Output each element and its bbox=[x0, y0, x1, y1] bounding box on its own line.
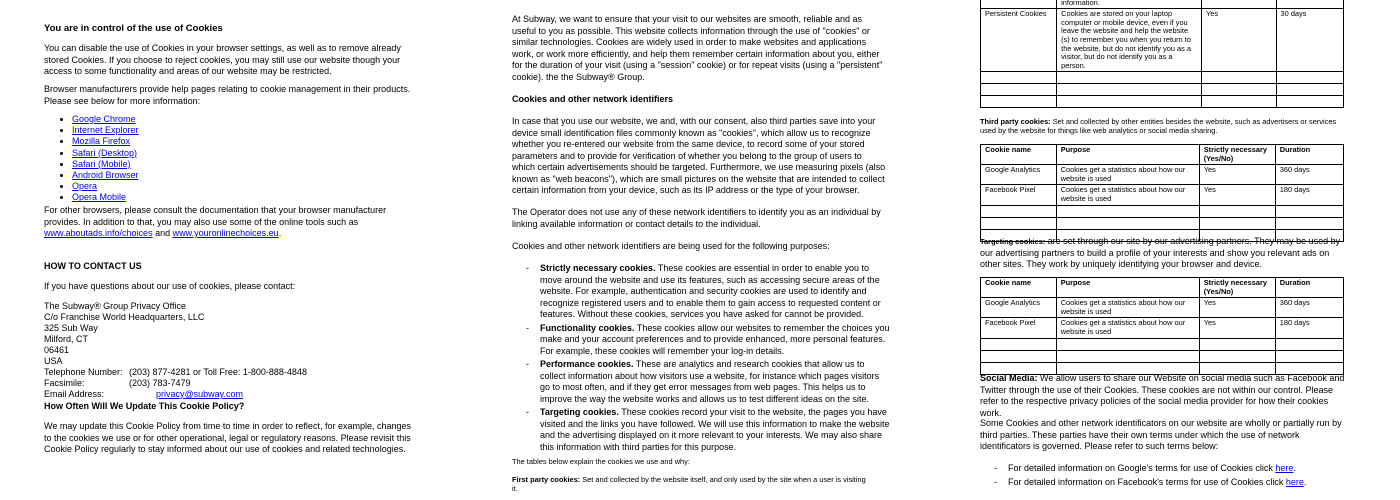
table-row bbox=[981, 165, 1344, 185]
purpose-text: These cookies allow our websites to remember the choices you make and your account preferences and to provide enhanced, more personal features. For example, these cookies will remember your log-in details. bbox=[540, 322, 890, 356]
address-line: Milford, CT bbox=[44, 334, 89, 344]
identifiers-heading: Cookies and other network identifiers bbox=[512, 94, 674, 104]
table-cell-necessary bbox=[1202, 0, 1277, 9]
table-cell-name bbox=[981, 350, 1057, 362]
table-cell-duration bbox=[1276, 72, 1343, 84]
column-header: Purpose bbox=[1056, 145, 1199, 165]
identifiers-paragraph-2: The Operator does not use any of these network identifiers to identify you as an individual by linking available information or contact details to the individual. bbox=[512, 207, 881, 229]
network-identifiers-paragraph: Some Cookies and other network identificators on our website are wholly or partially run by third parties. These parties have their own terms under which the use of network identificators is governed. Please refer to such terms below: bbox=[980, 418, 1342, 451]
other-browsers-text: For other browsers, please consult the documentation that your browser manufacturer provides. In addition to that, you may also use some of the online tools such as bbox=[44, 205, 387, 227]
table-cell-purpose: Cookies get a statistics about how our website is used bbox=[1056, 165, 1199, 185]
table-cell-purpose: Cookies get a statistics about how our website is used bbox=[1056, 185, 1199, 205]
table-row bbox=[981, 350, 1344, 362]
address-line: C/o Franchise World Headquarters, LLC bbox=[44, 312, 205, 322]
purpose-item bbox=[512, 359, 890, 405]
table-cell-necessary bbox=[1199, 350, 1275, 362]
third-party-paragraph bbox=[980, 117, 1346, 135]
phone-row bbox=[44, 367, 307, 378]
browser-link[interactable]: Internet Explorer bbox=[72, 125, 139, 136]
purpose-item bbox=[512, 323, 890, 358]
purposes-intro: Cookies and other network identifiers are being used for the following purposes: bbox=[512, 241, 830, 251]
purpose-item bbox=[512, 407, 890, 453]
table-cell-duration bbox=[1275, 205, 1343, 217]
contact-heading: HOW TO CONTACT US bbox=[44, 261, 142, 271]
table-cell-purpose: Cookies are stored on your laptop computer or mobile device, even if you leave the website and help the website (s) to remember you when you return to the website, but do not identify you as a visitor, but do not identify you as a person. bbox=[1057, 9, 1202, 72]
address-line: USA bbox=[44, 356, 63, 366]
first-party-paragraph bbox=[512, 475, 872, 493]
other-browsers-paragraph bbox=[44, 205, 416, 240]
terms-item bbox=[980, 477, 1352, 489]
table-header-row bbox=[981, 278, 1344, 298]
table-cell-duration: 180 days bbox=[1275, 185, 1343, 205]
first-party-label: First party cookies: bbox=[512, 475, 581, 484]
social-media-label: Social Media: bbox=[980, 373, 1038, 383]
email-label: Email Address: bbox=[44, 389, 105, 399]
youronlinechoices-link[interactable]: www.youronlinechoices.eu bbox=[172, 228, 279, 238]
table-cell-name bbox=[981, 84, 1057, 96]
table-cell-duration bbox=[1276, 0, 1343, 9]
third-party-text: Set and collected by other entities besides the website, such as advertisers or services used by the website for things like web analytics or social media sharing. bbox=[980, 117, 1337, 135]
table-cell-duration bbox=[1275, 350, 1343, 362]
table-cell-necessary bbox=[1199, 217, 1275, 229]
purpose-text: These cookies record your visit to the website, the pages you have visited and the links you have followed. We will use this information to make the website and the advertising displayed on it more relevant to your interests. We may also share this information with third parties for this purpose. bbox=[540, 407, 890, 452]
table-cell-necessary: Yes bbox=[1202, 9, 1277, 72]
control-paragraph-2: Browser manufacturers provide help pages relating to cookie management in their products. Please see below for more information: bbox=[44, 84, 411, 106]
terms-item bbox=[980, 463, 1352, 475]
identifiers-paragraph-1: In case that you use our website, we and, with our consent, also third parties save into your device small identification files commonly known as "cookies", which allow us to recognize whether you re-entered our website from the same device, to record some of your stored parameters and to provide for verification of whether you belong to the group of users to which certain advertisements should be targeted. Furthermore, we use measuring pixels (also known as "web beacons"), which are small pictures on the website that are intended to collect certain information from your device, such as its IP address or the type of your browser. bbox=[512, 116, 886, 195]
table-cell-necessary bbox=[1202, 72, 1277, 84]
browser-link[interactable]: Opera Mobile bbox=[72, 192, 127, 203]
control-paragraph-1: You can disable the use of Cookies in your browser settings, as well as to remove already stored Cookies. If you choose to reject cookies, you may still use our website though your access to some functionality and areas of our website may be restricted. bbox=[44, 43, 401, 76]
table-cell-purpose bbox=[1057, 84, 1202, 96]
table-cell-necessary bbox=[1199, 205, 1275, 217]
terms-here-link[interactable]: here bbox=[1275, 463, 1294, 473]
first-party-cookie-table bbox=[980, 0, 1344, 108]
targeting-paragraph bbox=[980, 236, 1352, 271]
email-link[interactable]: privacy@subway.com bbox=[156, 389, 243, 399]
purpose-title: Targeting cookies. bbox=[540, 407, 619, 417]
browser-link[interactable]: Mozilla Firefox bbox=[72, 136, 131, 147]
address-line: The Subway® Group Privacy Office bbox=[44, 301, 187, 311]
first-party-text: Set and collected by the website itself, and only used by the site when a user is visiting it. bbox=[512, 475, 866, 493]
terms-list bbox=[980, 463, 1352, 490]
table-row bbox=[981, 298, 1344, 318]
table-cell-purpose bbox=[1056, 205, 1199, 217]
purpose-text: These cookies are essential in order to enable you to move around the website and use its features, such as accessing secure areas of the website. For example, authentication and security cookies are used to identify and recognize registered users and to enable them to gain access to requested content or features. Without these cookies, services you have asked for cannot be provided. bbox=[540, 263, 881, 319]
table-row bbox=[981, 0, 1344, 9]
browser-list-item bbox=[72, 148, 139, 159]
social-media-paragraph bbox=[980, 373, 1348, 419]
purpose-list bbox=[512, 263, 890, 455]
table-cell-purpose bbox=[1057, 72, 1202, 84]
browser-link[interactable]: Android Browser bbox=[72, 170, 139, 181]
third-party-label: Third party cookies: bbox=[980, 117, 1051, 126]
address-line: 06461 bbox=[44, 345, 70, 355]
fax-value: (203) 783-7479 bbox=[129, 378, 191, 388]
table-row bbox=[981, 205, 1344, 217]
table-row bbox=[981, 84, 1344, 96]
contact-intro: If you have questions about our use of cookies, please contact: bbox=[44, 281, 296, 291]
browser-list-item bbox=[72, 192, 139, 203]
terms-end: . bbox=[1293, 463, 1296, 473]
table-cell-purpose: Cookies get a statistics about how our website is used bbox=[1056, 318, 1199, 338]
table-cell-name: Facebook Pixel bbox=[981, 185, 1057, 205]
table-cell-name bbox=[981, 205, 1057, 217]
control-heading: You are in control of the use of Cookies bbox=[44, 23, 223, 34]
targeting-text: are set through our site by our advertising partners. They may be used by our advertising partners to build a profile of your interests and show you relevant ads on other sites. They work by uniquely identifying your browser and device. bbox=[980, 236, 1341, 269]
table-cell-necessary bbox=[1202, 84, 1277, 96]
browser-list-item bbox=[72, 159, 139, 170]
browser-list-item bbox=[72, 181, 139, 192]
purpose-item bbox=[512, 263, 890, 321]
fax-row bbox=[44, 378, 307, 389]
column-header: Strictly necessary (Yes/No) bbox=[1199, 278, 1275, 298]
table-header-row bbox=[981, 145, 1344, 165]
terms-here-link[interactable]: here bbox=[1285, 476, 1304, 487]
table-row bbox=[981, 185, 1344, 205]
targeting-label: Targeting cookies: bbox=[980, 237, 1046, 246]
browser-link[interactable]: Google Chrome bbox=[72, 114, 136, 124]
table-cell-purpose bbox=[1056, 350, 1199, 362]
table-cell-duration: 360 days bbox=[1275, 165, 1343, 185]
social-media-text: We allow users to share our Website on social media such as Facebook and Twitter through the use of their Cookies. These cookies are not within our control. Please refer to the respective privacy policies of the social media provider for how their cookies work. bbox=[980, 373, 1345, 418]
terms-text: For detailed information on Facebook's terms for use of Cookies click bbox=[1008, 476, 1286, 487]
browser-list-item bbox=[72, 170, 139, 181]
browser-list bbox=[44, 114, 139, 204]
table-cell-name: Persistent Cookies bbox=[981, 9, 1057, 72]
browser-link[interactable]: Opera bbox=[72, 181, 98, 192]
aboutads-link[interactable]: www.aboutads.info/choices bbox=[44, 228, 153, 238]
purpose-title: Strictly necessary cookies. bbox=[540, 263, 656, 273]
period: . bbox=[278, 228, 282, 238]
browser-link[interactable]: Safari (Mobile) bbox=[72, 158, 131, 169]
update-heading: How Often Will We Update This Cookie Policy? bbox=[44, 401, 245, 411]
email-row bbox=[44, 389, 307, 400]
table-row bbox=[981, 96, 1344, 108]
table-cell-duration: 360 days bbox=[1275, 298, 1343, 318]
phone-value: (203) 877-4281 or Toll Free: 1-800-888-4848 bbox=[129, 367, 307, 377]
column-header: Cookie name bbox=[981, 278, 1057, 298]
table-row bbox=[981, 72, 1344, 84]
table-cell-necessary: Yes bbox=[1199, 165, 1275, 185]
table-cell-name bbox=[981, 217, 1057, 229]
address-line: 325 Sub Way bbox=[44, 323, 98, 333]
purpose-title: Functionality cookies. bbox=[540, 322, 635, 333]
column-header: Strictly necessary (Yes/No) bbox=[1199, 145, 1275, 165]
table-row bbox=[981, 338, 1344, 350]
purpose-title: Performance cookies. bbox=[540, 359, 634, 369]
table-cell-duration: 180 days bbox=[1275, 318, 1343, 338]
table-cell-necessary: Yes bbox=[1199, 318, 1275, 338]
table-cell-duration bbox=[1276, 84, 1343, 96]
column-header: Duration bbox=[1275, 145, 1343, 165]
table-cell-duration bbox=[1275, 338, 1343, 350]
table-cell-necessary bbox=[1199, 338, 1275, 350]
table-cell-name: Google Analytics bbox=[981, 298, 1057, 318]
browser-list-item bbox=[72, 136, 139, 147]
update-paragraph: We may update this Cookie Policy from time to time in order to reflect, for example, changes to the cookies we use or for other operational, legal or regulatory reasons. Please revisit this Cookie Policy regularly to stay informed about our use of cookies and related technologies. bbox=[44, 421, 411, 454]
table-cell-duration: 30 days bbox=[1276, 9, 1343, 72]
column-header: Cookie name bbox=[981, 145, 1057, 165]
table-cell-name bbox=[981, 0, 1057, 9]
table-cell-name bbox=[981, 338, 1057, 350]
column-header: Purpose bbox=[1056, 278, 1199, 298]
table-row bbox=[981, 217, 1344, 229]
table-cell-duration bbox=[1276, 96, 1343, 108]
browser-link[interactable]: Safari (Desktop) bbox=[72, 147, 138, 158]
and-word: and bbox=[155, 228, 171, 238]
table-cell-purpose: Cookies get a statistics about how our website is used bbox=[1056, 298, 1199, 318]
column-header: Duration bbox=[1275, 278, 1343, 298]
table-cell-necessary bbox=[1202, 96, 1277, 108]
table-cell-purpose bbox=[1057, 96, 1202, 108]
table-cell-purpose: information. bbox=[1057, 0, 1202, 9]
table-cell-necessary: Yes bbox=[1199, 185, 1275, 205]
browser-list-item bbox=[72, 125, 139, 136]
tables-note: The tables below explain the cookies we use and why: bbox=[512, 457, 690, 466]
phone-label: Telephone Number: bbox=[44, 367, 123, 377]
fax-label: Facsimile: bbox=[44, 378, 85, 388]
table-cell-purpose bbox=[1056, 217, 1199, 229]
table-cell-name bbox=[981, 96, 1057, 108]
targeting-cookie-table bbox=[980, 277, 1344, 375]
contact-address bbox=[44, 301, 307, 400]
terms-end: . bbox=[1303, 476, 1307, 487]
intro-paragraph: At Subway, we want to ensure that your visit to our websites are smooth, reliable and as useful to you as possible. This website collects information through the use of "cookies" or similar technologies. Cookies are widely used in order to make websites and applications work, or work more efficiently, and help them remember certain information about you, either for the duration of your visit (using a "session" cookie) or for repeat visits (using a "persistent" cookie). the the Subway® Group. bbox=[512, 14, 883, 82]
table-cell-name: Facebook Pixel bbox=[981, 318, 1057, 338]
purpose-text: These are analytics and research cookies that allow us to collect information about how visitors use a website, for instance which pages visitors go to most often, and if they get error messages from web pages. This helps us to improve the way the website works and allows us to test different ideas on the site. bbox=[540, 359, 880, 404]
third-party-cookie-table bbox=[980, 144, 1344, 242]
table-cell-name bbox=[981, 72, 1057, 84]
terms-text: For detailed information on Google's terms for use of Cookies click bbox=[1008, 463, 1276, 473]
table-cell-purpose bbox=[1056, 338, 1199, 350]
table-cell-name: Google Analytics bbox=[981, 165, 1057, 185]
table-row bbox=[981, 318, 1344, 338]
table-cell-necessary: Yes bbox=[1199, 298, 1275, 318]
table-row bbox=[981, 9, 1344, 72]
browser-list-item bbox=[72, 114, 139, 125]
table-cell-duration bbox=[1275, 217, 1343, 229]
